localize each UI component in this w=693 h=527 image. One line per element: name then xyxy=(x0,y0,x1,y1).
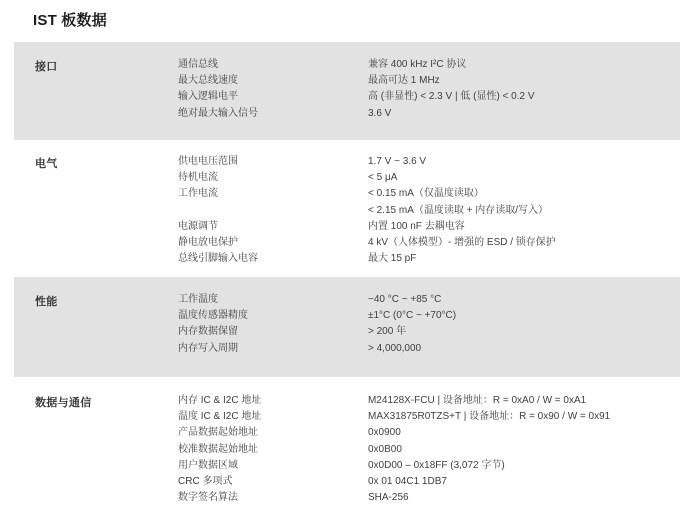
row-label: 内存写入周期 xyxy=(178,342,238,354)
row-label: 产品数据起始地址 xyxy=(178,427,258,439)
row-value: 0x0D00 – 0x18FF (3,072 字节) xyxy=(368,459,505,471)
section-name: 性能 xyxy=(35,296,58,308)
section-name: 接口 xyxy=(35,61,58,73)
row-value: 4 kV（人体模型）- 增强的 ESD / 锁存保护 xyxy=(368,237,556,249)
row-value: < 0.15 mA（仅温度读取） xyxy=(368,188,484,200)
section-name: 数据与通信 xyxy=(35,397,92,409)
row-value: SHA-256 xyxy=(368,492,409,504)
spec-row xyxy=(178,186,680,202)
row-value: < 2.15 mA（温度读取 + 内存读取/写入） xyxy=(368,204,549,216)
spec-row xyxy=(178,393,680,409)
row-label xyxy=(178,203,368,219)
page-title: IST 板数据 xyxy=(33,12,107,29)
spec-row xyxy=(178,442,680,458)
row-label: 校准数据起始地址 xyxy=(178,443,258,455)
row-value: > 4,000,000 xyxy=(368,342,422,354)
row-label: 数字签名算法 xyxy=(178,492,238,504)
spec-section xyxy=(14,42,680,140)
row-label: 工作电流 xyxy=(178,188,218,200)
row-value: −40 °C ~ +85 °C xyxy=(368,294,442,305)
spec-row xyxy=(178,425,680,441)
spec-section xyxy=(14,140,680,277)
spec-row xyxy=(178,308,680,324)
row-label: 电源调节 xyxy=(178,220,218,232)
spec-row xyxy=(178,474,680,490)
row-label: 供电电压范围 xyxy=(178,156,238,167)
row-value: 1.7 V ~ 3.6 V xyxy=(368,156,427,167)
spec-row xyxy=(178,170,680,186)
row-label: 通信总线 xyxy=(178,59,218,70)
spec-row xyxy=(178,219,680,235)
row-value: MAX31875R0TZS+T | 设备地址：R = 0x90 / W = 0x91 xyxy=(368,411,611,423)
row-value: 内置 100 nF 去耦电容 xyxy=(368,220,465,232)
row-value: ±1°C (0°C ~ +70°C) xyxy=(368,310,457,322)
spec-row xyxy=(178,154,680,170)
row-value: 0x 01 04C1 1DB7 xyxy=(368,476,447,488)
spec-row xyxy=(178,89,680,105)
row-label: 工作温度 xyxy=(178,294,218,305)
section-name: 电气 xyxy=(35,158,58,170)
row-value: 3.6 V xyxy=(368,107,392,119)
row-label: 待机电流 xyxy=(178,172,218,184)
spec-row xyxy=(178,292,680,308)
row-value: 最大 15 pF xyxy=(368,253,417,265)
section-rows xyxy=(178,57,680,122)
row-label: CRC 多项式 xyxy=(178,476,233,488)
row-label: 静电放电保护 xyxy=(178,237,238,249)
row-label: 温度 IC & I2C 地址 xyxy=(178,411,262,423)
spec-row xyxy=(178,106,680,122)
spec-row xyxy=(178,458,680,474)
row-label: 温度传感器精度 xyxy=(178,310,248,322)
row-value: < 5 μA xyxy=(368,172,398,184)
section-rows xyxy=(178,292,680,357)
row-label: 用户数据区域 xyxy=(178,459,238,471)
spec-row xyxy=(178,235,680,251)
row-value: 0x0B00 xyxy=(368,443,402,455)
row-label: 内存 IC & I2C 地址 xyxy=(178,395,262,406)
spec-row xyxy=(178,203,680,219)
row-value: 兼容 400 kHz I²C 协议 xyxy=(368,59,467,70)
row-value: 最高可达 1 MHz xyxy=(368,75,440,87)
section-rows xyxy=(178,154,680,267)
row-value: > 200 年 xyxy=(368,326,407,338)
spec-sections xyxy=(0,42,693,527)
row-label: 输入逻辑电平 xyxy=(178,91,238,103)
row-label: 最大总线速度 xyxy=(178,75,238,87)
spec-row xyxy=(178,57,680,73)
row-value: M24128X-FCU | 设备地址：R = 0xA0 / W = 0xA1 xyxy=(368,395,587,406)
spec-row xyxy=(178,341,680,357)
row-label: 绝对最大输入信号 xyxy=(178,107,258,119)
spec-row xyxy=(178,73,680,89)
spec-row xyxy=(178,251,680,267)
spec-section xyxy=(14,377,680,527)
row-value: 高 (非显性) < 2.3 V | 低 (显性) < 0.2 V xyxy=(368,91,535,103)
row-label: 总线引脚输入电容 xyxy=(178,253,258,265)
spec-row xyxy=(178,490,680,506)
spec-row xyxy=(178,324,680,340)
spec-section xyxy=(14,277,680,377)
row-value: 0x0900 xyxy=(368,427,401,439)
spec-row xyxy=(178,409,680,425)
row-label: 内存数据保留 xyxy=(178,326,238,338)
section-rows xyxy=(178,393,680,506)
